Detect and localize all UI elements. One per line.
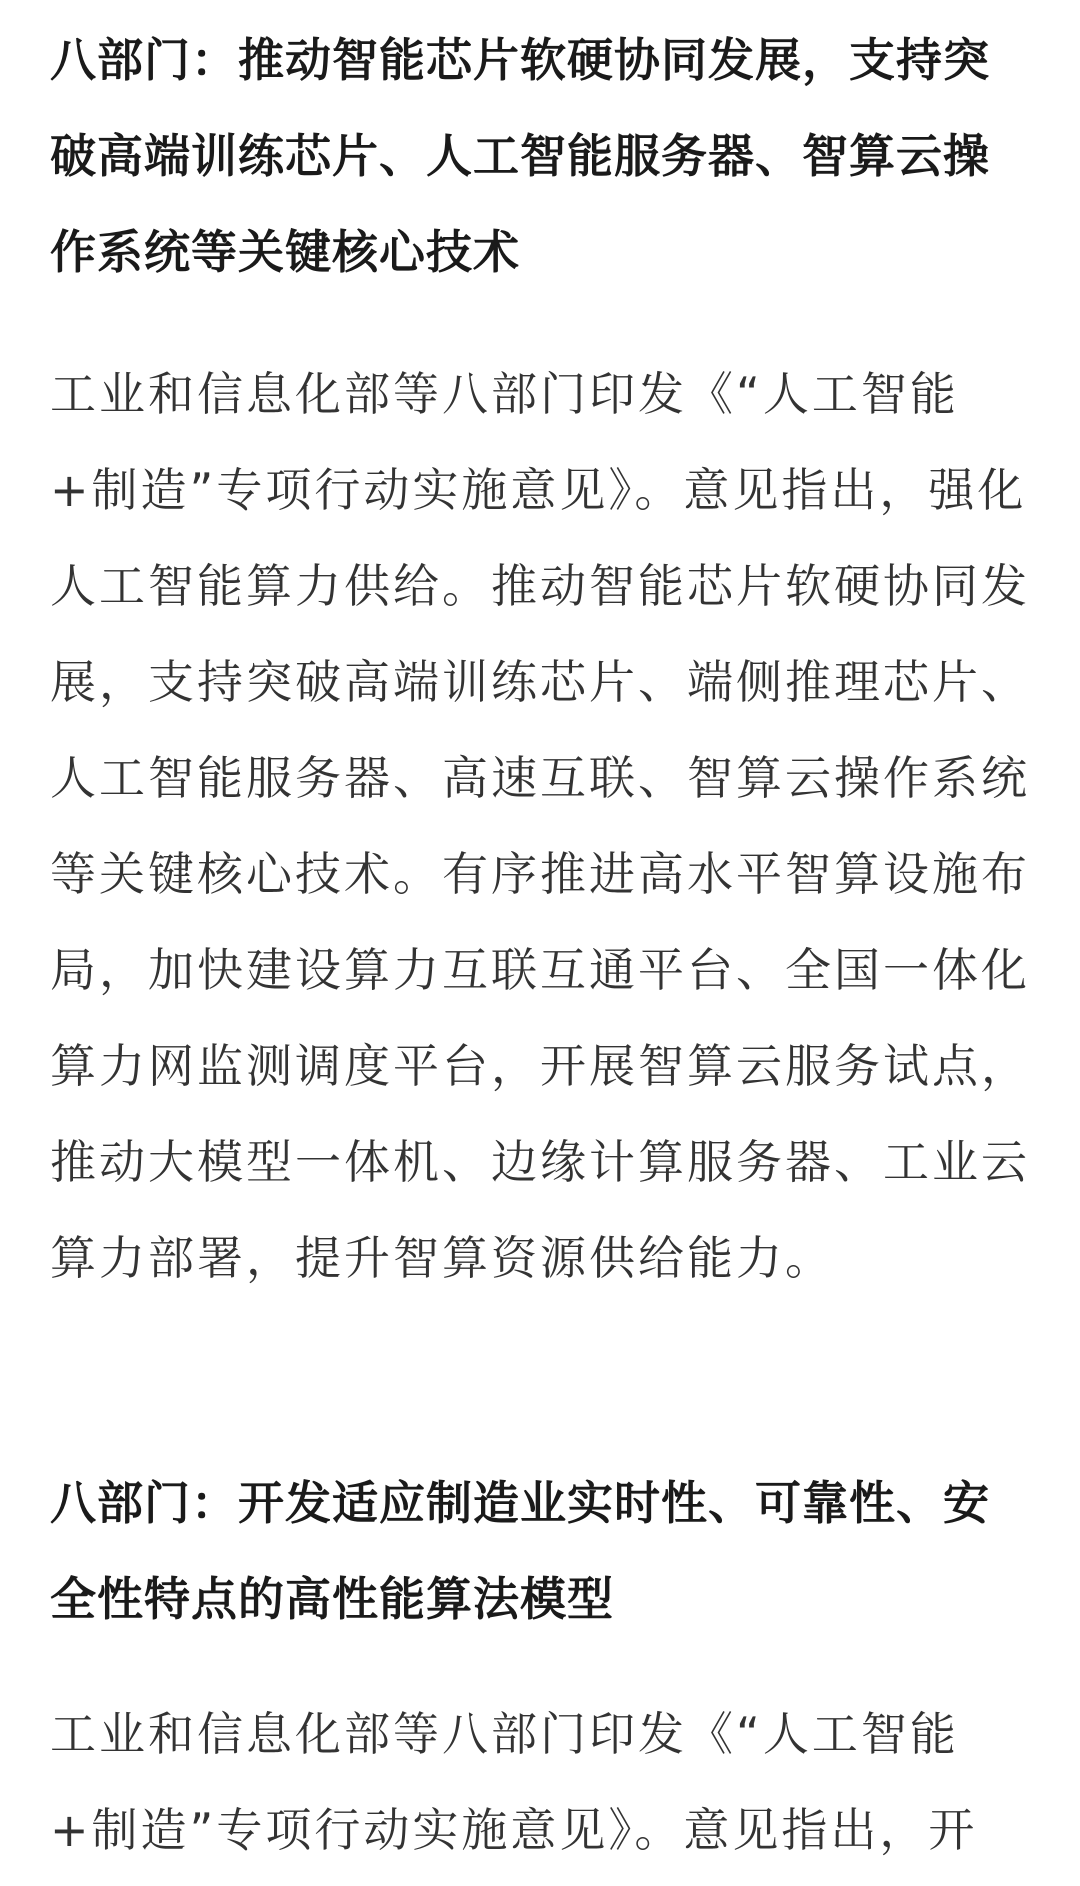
article-body: 工业和信息化部等八部门印发《“人工智能+制造”专项行动实施意见》。意见指出，开	[50, 1707, 978, 1857]
article-headline[interactable]: 八部门：推动智能芯片软硬协同发展，支持突破高端训练芯片、人工智能服务器、智算云操作系统等关键核心技术	[50, 33, 990, 279]
article-body: 工业和信息化部等八部门印发《“人工智能+制造”专项行动实施意见》。意见指出，强化人工智能算力供给。推动智能芯片软硬协同发展，支持突破高端训练芯片、端侧推理芯片、人工智能服务器、高速互联、智算云操作系统等关键核心技术。有序推进高水平智算设施布局，加快建设算力互联互通平台、全国一体化算力网监测调度平台，开展智算云服务试点，推动大模型一体机、边缘计算服务器、工业云算力部署，提升智算资源供给能力。	[50, 367, 1030, 1285]
article-headline[interactable]: 八部门：开发适应制造业实时性、可靠性、安全性特点的高性能算法模型	[50, 1476, 990, 1626]
